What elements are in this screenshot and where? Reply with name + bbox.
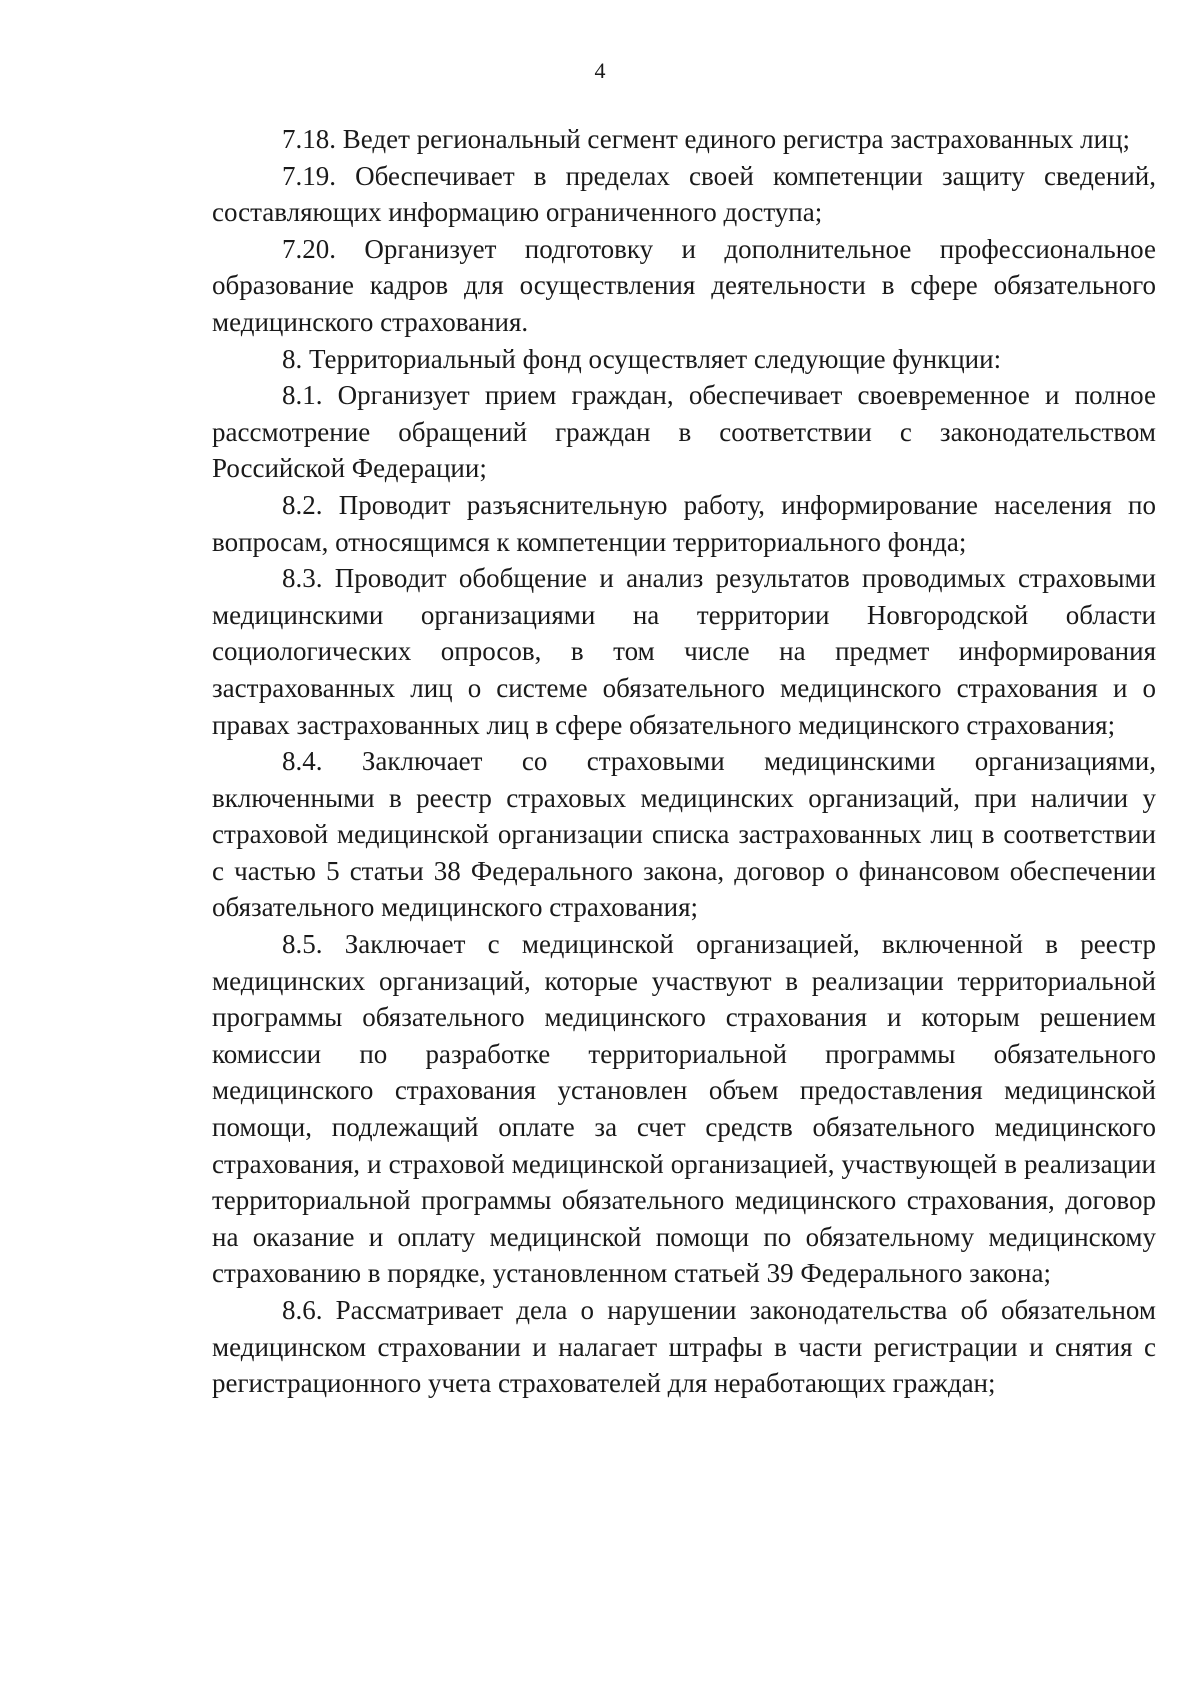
paragraph-8-4: 8.4. Заключает со страховыми медицинскими организациями, включенными в реестр страховых медицинских организаций, при наличии у страховой медицинской организации списка застрахованных лиц в соответствии с частью 5 статьи 38 Федерального закона, договор о финансовом обеспечении обязательного медицинского страхования; [212, 746, 1156, 923]
paragraph-7-18: 7.18. Ведет региональный сегмент единого регистра застрахованных лиц; [282, 124, 1131, 154]
page-number: 4 [594, 58, 606, 83]
paragraph-8-1: 8.1. Организует прием граждан, обеспечивает своевременное и полное рассмотрение обращений граждан в соответствии с законодательством Российской Федерации; [212, 380, 1156, 484]
paragraph-7-19: 7.19. Обеспечивает в пределах своей компетенции защиту сведений, составляющих информацию ограниченного доступа; [212, 160, 1156, 228]
paragraph-8: 8. Территориальный фонд осуществляет следующие функции: [282, 343, 1002, 374]
paragraph-8-3: 8.3. Проводит обобщение и анализ результатов проводимых страховыми медицинскими организациями на территории Новгородской области социологических опросов, в том числе на предмет информирования застрахованных лиц о системе обязательного медицинского страхования и о правах застрахованных лиц в сфере обязательного медицинского страхования; [212, 563, 1156, 740]
paragraph-8-2: 8.2. Проводит разъяснительную работу, информирование населения по вопросам, относящимся к компетенции территориального фонда; [212, 489, 1156, 557]
paragraph-8-6: 8.6. Рассматривает дела о нарушении законодательства об обязательном медицинском страховании и налагает штрафы в части регистрации и снятия с регистрационного учета страхователей для неработающих граждан; [212, 1295, 1156, 1399]
document-body [212, 121, 1156, 1402]
paragraph-8-5: 8.5. Заключает с медицинской организацией, включенной в реестр медицинских организаций, которые участвуют в реализации территориальной программы обязательного медицинского страхования и которым решением комиссии по разработке территориальной программы обязательного медицинского страхования установлен объем предоставления медицинской помощи, подлежащий оплате за счет средств обязательного медицинского страхования, и страховой медицинской организацией, участвующей в реализации территориальной программы обязательного медицинского страхования, договор на оказание и оплату медицинской помощи по обязательному медицинскому страхованию в порядке, установленном статьей 39 Федерального закона; [212, 929, 1156, 1289]
paragraph-7-20: 7.20. Организует подготовку и дополнительное профессиональное образование кадров для осуществления деятельности в сфере обязательного медицинского страхования. [212, 233, 1156, 337]
